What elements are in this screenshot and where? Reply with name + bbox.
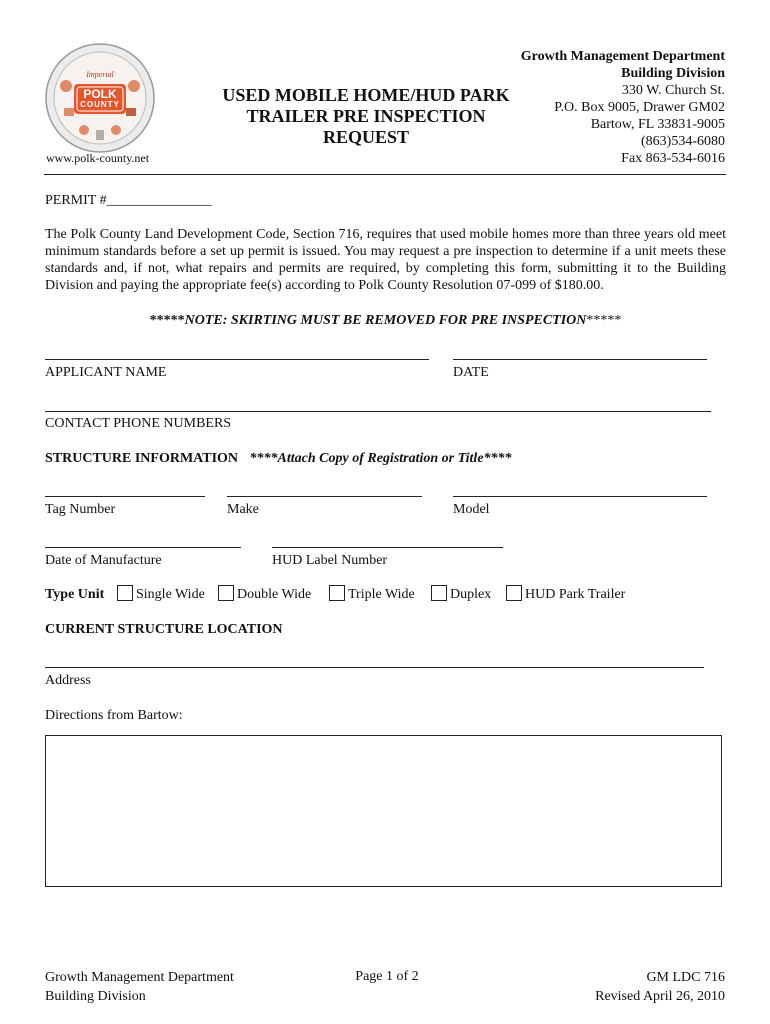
note-prefix: ***** xyxy=(149,313,185,328)
address-label: Address xyxy=(45,673,91,688)
intro-paragraph: The Polk County Land Development Code, Section 716, requires that used mobile homes more than three years old meet minimum standards before a set up permit is issued. You may request a pre inspection to determine if a unit meets these standards and, if not, what repairs and permits are required, by completing this form, submitting it to the Building Division and paying the appropriate fee(s) according to Polk County Resolution 07-099 of $180.00. xyxy=(45,227,726,293)
note-text: NOTE: SKIRTING MUST BE REMOVED FOR PRE INSPECTION xyxy=(184,313,587,328)
footer-department: Growth Management Department xyxy=(45,970,234,985)
county-seal-logo xyxy=(44,42,156,154)
structure-info-title: STRUCTURE INFORMATION xyxy=(45,451,239,466)
applicant-name-label: APPLICANT NAME xyxy=(45,365,167,380)
logo-polk-text: POLK xyxy=(83,87,117,101)
hud-park-trailer-label: HUD Park Trailer xyxy=(525,587,626,602)
title-line-1: USED MOBILE HOME/HUD PARK xyxy=(222,85,510,105)
title-line-3: REQUEST xyxy=(322,127,410,147)
footer-right xyxy=(520,968,725,1006)
city-state-zip: Bartow, FL 33831-9005 xyxy=(590,117,725,132)
triple-wide-label: Triple Wide xyxy=(348,587,415,602)
tag-number-label: Tag Number xyxy=(45,502,116,517)
tag-number-line[interactable] xyxy=(45,496,205,497)
make-label: Make xyxy=(227,502,259,517)
current-location-heading: CURRENT STRUCTURE LOCATION xyxy=(45,622,283,637)
attach-registration-note: ****Attach Copy of Registration or Title**** xyxy=(249,451,512,466)
triple-wide-checkbox[interactable] xyxy=(329,585,345,601)
single-wide-label: Single Wide xyxy=(136,587,205,602)
duplex-label: Duplex xyxy=(450,587,492,602)
phone-number: (863)534-6080 xyxy=(641,134,725,149)
department-name: Growth Management Department xyxy=(520,49,725,64)
directions-textarea[interactable] xyxy=(45,735,722,887)
structure-info-heading xyxy=(45,450,512,467)
contact-phone-label: CONTACT PHONE NUMBERS xyxy=(45,416,232,431)
model-label: Model xyxy=(453,502,490,517)
page-number: Page 1 of 2 xyxy=(355,969,419,984)
logo-imperial-text: Imperial xyxy=(86,70,114,79)
form-code: GM LDC 716 xyxy=(646,970,725,985)
double-wide-label: Double Wide xyxy=(237,587,312,602)
contact-phone-line[interactable] xyxy=(45,411,711,412)
hud-label-line[interactable] xyxy=(272,547,503,548)
po-box: P.O. Box 9005, Drawer GM02 xyxy=(554,100,725,115)
make-line[interactable] xyxy=(227,496,422,497)
note-suffix: ***** xyxy=(586,313,622,328)
date-line[interactable] xyxy=(453,359,707,360)
skirting-note xyxy=(45,312,726,329)
logo-county-text: COUNTY xyxy=(80,100,120,109)
hud-label-number-label: HUD Label Number xyxy=(272,553,388,568)
date-of-manufacture-line[interactable] xyxy=(45,547,241,548)
applicant-name-line[interactable] xyxy=(45,359,429,360)
footer-left xyxy=(45,968,234,1006)
permit-number-field[interactable]: PERMIT #_______________ xyxy=(45,193,212,208)
address-line[interactable] xyxy=(45,667,704,668)
model-line[interactable] xyxy=(453,496,707,497)
title-line-2: TRAILER PRE INSPECTION xyxy=(246,106,486,126)
type-unit-label: Type Unit xyxy=(45,587,105,602)
single-wide-checkbox[interactable] xyxy=(117,585,133,601)
fax-number: Fax 863-534-6016 xyxy=(621,151,725,166)
department-address-block xyxy=(470,48,725,167)
street-address: 330 W. Church St. xyxy=(621,83,725,98)
directions-label: Directions from Bartow: xyxy=(45,708,183,723)
revision-date: Revised April 26, 2010 xyxy=(595,989,725,1004)
date-of-manufacture-label: Date of Manufacture xyxy=(45,553,162,568)
duplex-checkbox[interactable] xyxy=(431,585,447,601)
date-label: DATE xyxy=(453,365,489,380)
division-name: Building Division xyxy=(621,66,725,81)
header-divider xyxy=(44,174,726,175)
website-link[interactable]: www.polk-county.net xyxy=(46,151,150,165)
footer-division: Building Division xyxy=(45,989,146,1004)
double-wide-checkbox[interactable] xyxy=(218,585,234,601)
hud-park-trailer-checkbox[interactable] xyxy=(506,585,522,601)
